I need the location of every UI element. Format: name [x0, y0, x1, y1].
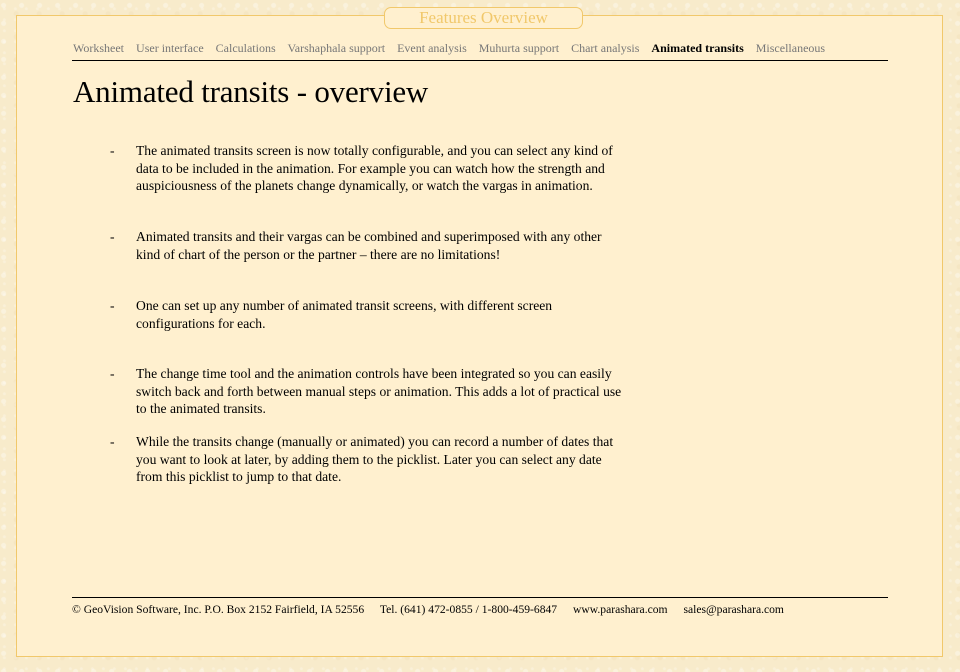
- footer: [72, 603, 797, 617]
- nav-link-user-interface[interactable]: User interface: [136, 41, 204, 55]
- bullet-text: Animated transits and their vargas can be combined and superimposed with any other kind of chart of the person or the partner – there are no limitations!: [136, 229, 602, 262]
- nav-link-animated-transits[interactable]: Animated transits: [651, 41, 744, 55]
- email-link[interactable]: sales@parashara.com: [683, 603, 784, 616]
- feature-bullet: [110, 433, 630, 486]
- nav-link-event-analysis[interactable]: Event analysis: [397, 41, 467, 55]
- bullet-dash: -: [110, 298, 115, 313]
- bullet-text: The change time tool and the animation controls have been integrated so you can easily switch back and forth between manual steps or animation. This adds a lot of practical use to the animated transits.: [136, 366, 622, 416]
- feature-navigation: [73, 40, 834, 56]
- website-link[interactable]: www.parashara.com: [573, 603, 668, 616]
- feature-bullet: [110, 142, 630, 195]
- nav-link-worksheet[interactable]: Worksheet: [73, 41, 125, 55]
- phone-numbers: Tel. (641) 472-0855 / 1-800-459-6847: [379, 603, 558, 616]
- bullet-dash: -: [110, 434, 115, 449]
- page-title: Animated transits - overview: [73, 74, 429, 109]
- bullet-dash: -: [110, 229, 115, 244]
- company-address: © GeoVision Software, Inc. P.O. Box 2152 Fairfield, IA 52556: [72, 603, 365, 616]
- bullet-dash: -: [110, 366, 115, 381]
- bullet-text: The animated transits screen is now totally configurable, and you can select any kind of data to be included in the animation. For example you can watch how the strength and auspiciousness of the planets change dynamically, or watch the vargas in animation.: [136, 143, 613, 193]
- feature-bullet: [110, 228, 630, 263]
- nav-link-miscellaneous[interactable]: Miscellaneous: [755, 41, 826, 55]
- feature-bullet: [110, 365, 630, 418]
- nav-link-chart-analysis[interactable]: Chart analysis: [571, 41, 640, 55]
- bottom-divider: [72, 597, 888, 598]
- nav-link-varshaphala-support[interactable]: Varshaphala support: [287, 41, 386, 55]
- top-divider: [72, 60, 888, 61]
- bullet-text: One can set up any number of animated transit screens, with different screen configurations for each.: [136, 298, 553, 331]
- nav-link-muhurta-support[interactable]: Muhurta support: [478, 41, 560, 55]
- features-overview-tab[interactable]: Features Overview: [384, 7, 583, 29]
- content-frame: [16, 15, 943, 657]
- bullet-text: While the transits change (manually or animated) you can record a number of dates that you want to look at later, by adding them to the picklist. Later you can select any date from this picklist to jump to that date.: [136, 434, 614, 484]
- bullet-dash: -: [110, 143, 115, 158]
- feature-bullet: [110, 297, 630, 332]
- nav-link-calculations[interactable]: Calculations: [215, 41, 276, 55]
